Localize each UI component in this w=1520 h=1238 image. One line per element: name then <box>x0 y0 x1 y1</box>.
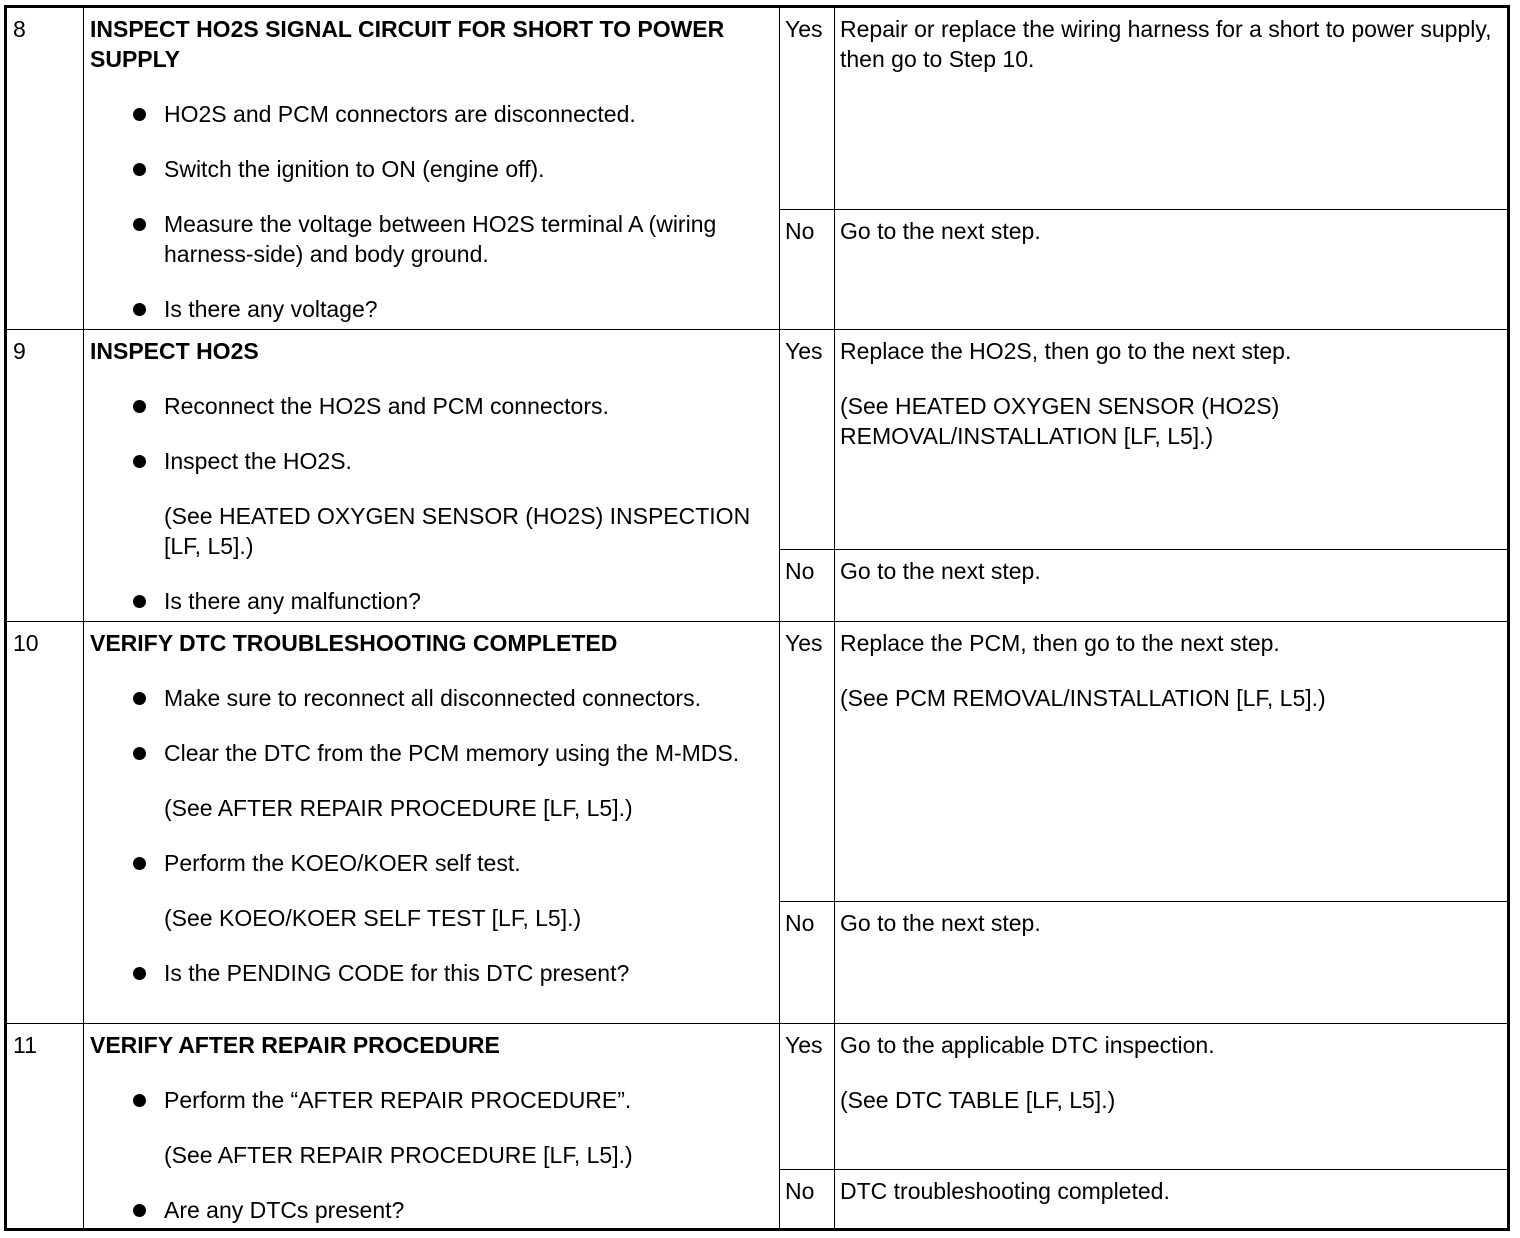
no-result: DTC troubleshooting completed. <box>835 1170 1509 1230</box>
troubleshooting-table <box>4 5 1510 1231</box>
bullet-icon <box>133 747 146 760</box>
list-item: Is there any voltage? <box>90 294 771 324</box>
reference-note: (See KOEO/KOER SELF TEST [LF, L5].) <box>164 905 582 931</box>
step-checklist <box>90 958 771 988</box>
bullet-icon <box>133 967 146 980</box>
list-item: Is the PENDING CODE for this DTC present? <box>90 958 771 988</box>
list-item: Reconnect the HO2S and PCM connectors. <box>90 391 771 421</box>
no-label: No <box>780 550 835 622</box>
step-checklist <box>90 391 771 476</box>
step-action <box>84 1024 780 1230</box>
bullet-icon <box>133 108 146 121</box>
step-9-yes-row <box>6 330 1509 550</box>
yes-label: Yes <box>780 330 835 550</box>
reference-note: (See AFTER REPAIR PROCEDURE [LF, L5].) <box>164 1142 633 1168</box>
step-action <box>84 330 780 622</box>
step-checklist <box>90 1195 771 1225</box>
step-checklist <box>90 99 771 324</box>
step-number: 8 <box>6 7 84 330</box>
bullet-icon <box>133 1204 146 1217</box>
step-checklist <box>90 1085 771 1115</box>
step-checklist <box>90 586 771 616</box>
yes-label: Yes <box>780 622 835 902</box>
list-item: Is there any malfunction? <box>90 586 771 616</box>
step-11-yes-row <box>6 1024 1509 1170</box>
bullet-icon <box>133 857 146 870</box>
reference-note: (See AFTER REPAIR PROCEDURE [LF, L5].) <box>164 795 633 821</box>
no-label: No <box>780 902 835 1024</box>
no-result: Go to the next step. <box>835 550 1509 622</box>
list-item: HO2S and PCM connectors are disconnected. <box>90 99 771 129</box>
list-item: Clear the DTC from the PCM memory using the M-MDS. <box>90 738 771 768</box>
no-label: No <box>780 1170 835 1230</box>
yes-label: Yes <box>780 1024 835 1170</box>
bullet-icon <box>133 400 146 413</box>
step-title: INSPECT HO2S SIGNAL CIRCUIT FOR SHORT TO POWER SUPPLY <box>90 16 725 72</box>
yes-result: Replace the HO2S, then go to the next step. (See HEATED OXYGEN SENSOR (HO2S) REMOVAL/INSTALLATION [LF, L5].) <box>835 330 1509 550</box>
step-checklist <box>90 848 771 878</box>
no-result: Go to the next step. <box>835 902 1509 1024</box>
step-number: 11 <box>6 1024 84 1230</box>
step-8-yes-row <box>6 7 1509 210</box>
bullet-icon <box>133 595 146 608</box>
step-title: VERIFY AFTER REPAIR PROCEDURE <box>90 1032 500 1058</box>
step-10-yes-row <box>6 622 1509 902</box>
step-number: 10 <box>6 622 84 1024</box>
list-item: Perform the KOEO/KOER self test. <box>90 848 771 878</box>
yes-result: Replace the PCM, then go to the next step. (See PCM REMOVAL/INSTALLATION [LF, L5].) <box>835 622 1509 902</box>
bullet-icon <box>133 1094 146 1107</box>
list-item: Perform the “AFTER REPAIR PROCEDURE”. <box>90 1085 771 1115</box>
bullet-icon <box>133 692 146 705</box>
step-action <box>84 7 780 330</box>
list-item: Are any DTCs present? <box>90 1195 771 1225</box>
bullet-icon <box>133 455 146 468</box>
list-item: Make sure to reconnect all disconnected connectors. <box>90 683 771 713</box>
step-title: VERIFY DTC TROUBLESHOOTING COMPLETED <box>90 630 618 656</box>
no-label: No <box>780 210 835 330</box>
no-result: Go to the next step. <box>835 210 1509 330</box>
list-item: Switch the ignition to ON (engine off). <box>90 154 771 184</box>
step-checklist <box>90 683 771 768</box>
step-number: 9 <box>6 330 84 622</box>
yes-result: Go to the applicable DTC inspection. (See DTC TABLE [LF, L5].) <box>835 1024 1509 1170</box>
yes-result: Repair or replace the wiring harness for a short to power supply, then go to Step 10. <box>835 7 1509 210</box>
yes-label: Yes <box>780 7 835 210</box>
bullet-icon <box>133 218 146 231</box>
reference-note: (See HEATED OXYGEN SENSOR (HO2S) INSPECTION [LF, L5].) <box>164 503 751 559</box>
step-title: INSPECT HO2S <box>90 338 259 364</box>
list-item: Measure the voltage between HO2S terminal A (wiring harness-side) and body ground. <box>90 209 771 269</box>
step-action <box>84 622 780 1024</box>
bullet-icon <box>133 303 146 316</box>
bullet-icon <box>133 163 146 176</box>
list-item: Inspect the HO2S. <box>90 446 771 476</box>
